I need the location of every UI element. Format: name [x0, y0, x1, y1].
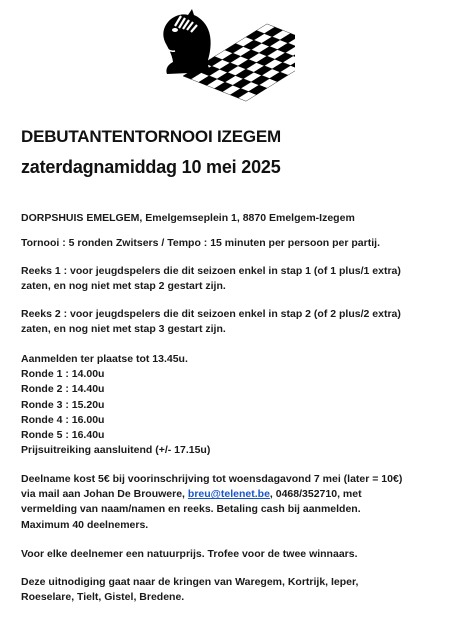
reeks-1	[21, 264, 401, 294]
schedule-line: Aanmelden ter plaatse tot 13.45u.	[21, 353, 188, 365]
invitation-line: Roeselare, Tielt, Gistel, Bredene.	[21, 591, 185, 604]
schedule-line: Ronde 2 : 14.40u	[21, 383, 105, 396]
schedule-line: Ronde 4 : 16.00u	[21, 413, 105, 426]
event-title: DEBUTANTENTORNOOI IZEGEM	[21, 127, 281, 146]
schedule-line: Prijsuitreiking aansluitend (+/- 17.15u)	[21, 444, 211, 457]
prizes-line: Voor elke deelnemer een natuurprijs. Trofee voor de twee winnaars.	[21, 548, 358, 560]
chess-logo	[155, 6, 295, 104]
invitation-line: Deze uitnodiging gaat naar de kringen van Waregem, Kortrijk, Ieper,	[21, 576, 359, 588]
fee-info	[21, 472, 402, 533]
format-line: Tornooi : 5 ronden Zwitsers / Tempo : 15 minuten per persoon per partij.	[21, 237, 380, 249]
event-date: zaterdagnamiddag 10 mei 2025	[21, 157, 281, 177]
reeks-1-line: Reeks 1 : voor jeugdspelers die dit seizoen enkel in stap 1 (of 1 plus/1 extra)	[21, 265, 401, 277]
reeks-1-line: zaten, en nog niet met stap 2 gestart zijn.	[21, 280, 226, 293]
reeks-2	[21, 307, 401, 337]
schedule	[21, 352, 210, 458]
fee-line: Deelname kost 5€ bij voorinschrijving tot woensdagavond 7 mei (later = 10€)	[21, 473, 403, 485]
chess-knight-icon	[163, 9, 212, 74]
fee-contact-line: via mail aan Johan De Brouwere, breu@telenet.be, 0468/352710, met	[21, 488, 362, 501]
schedule-line: Ronde 5 : 16.40u	[21, 429, 105, 442]
schedule-line: Ronde 1 : 14.00u	[21, 368, 105, 381]
fee-line: vermelding van naam/namen en reeks. Betaling cash bij aanmelden.	[21, 503, 361, 516]
reeks-2-line: zaten, en nog niet met stap 3 gestart zijn.	[21, 323, 226, 336]
fee-line: Maximum 40 deelnemers.	[21, 518, 149, 531]
email-link[interactable]: breu@telenet.be	[187, 488, 270, 501]
invitation	[21, 575, 358, 605]
schedule-line: Ronde 3 : 15.20u	[21, 398, 105, 411]
venue-line: DORPSHUIS EMELGEM, Emelgemseplein 1, 8870 Emelgem-Izegem	[21, 212, 355, 224]
reeks-2-line: Reeks 2 : voor jeugdspelers die dit seizoen enkel in stap 2 (of 2 plus/2 extra)	[21, 308, 401, 320]
